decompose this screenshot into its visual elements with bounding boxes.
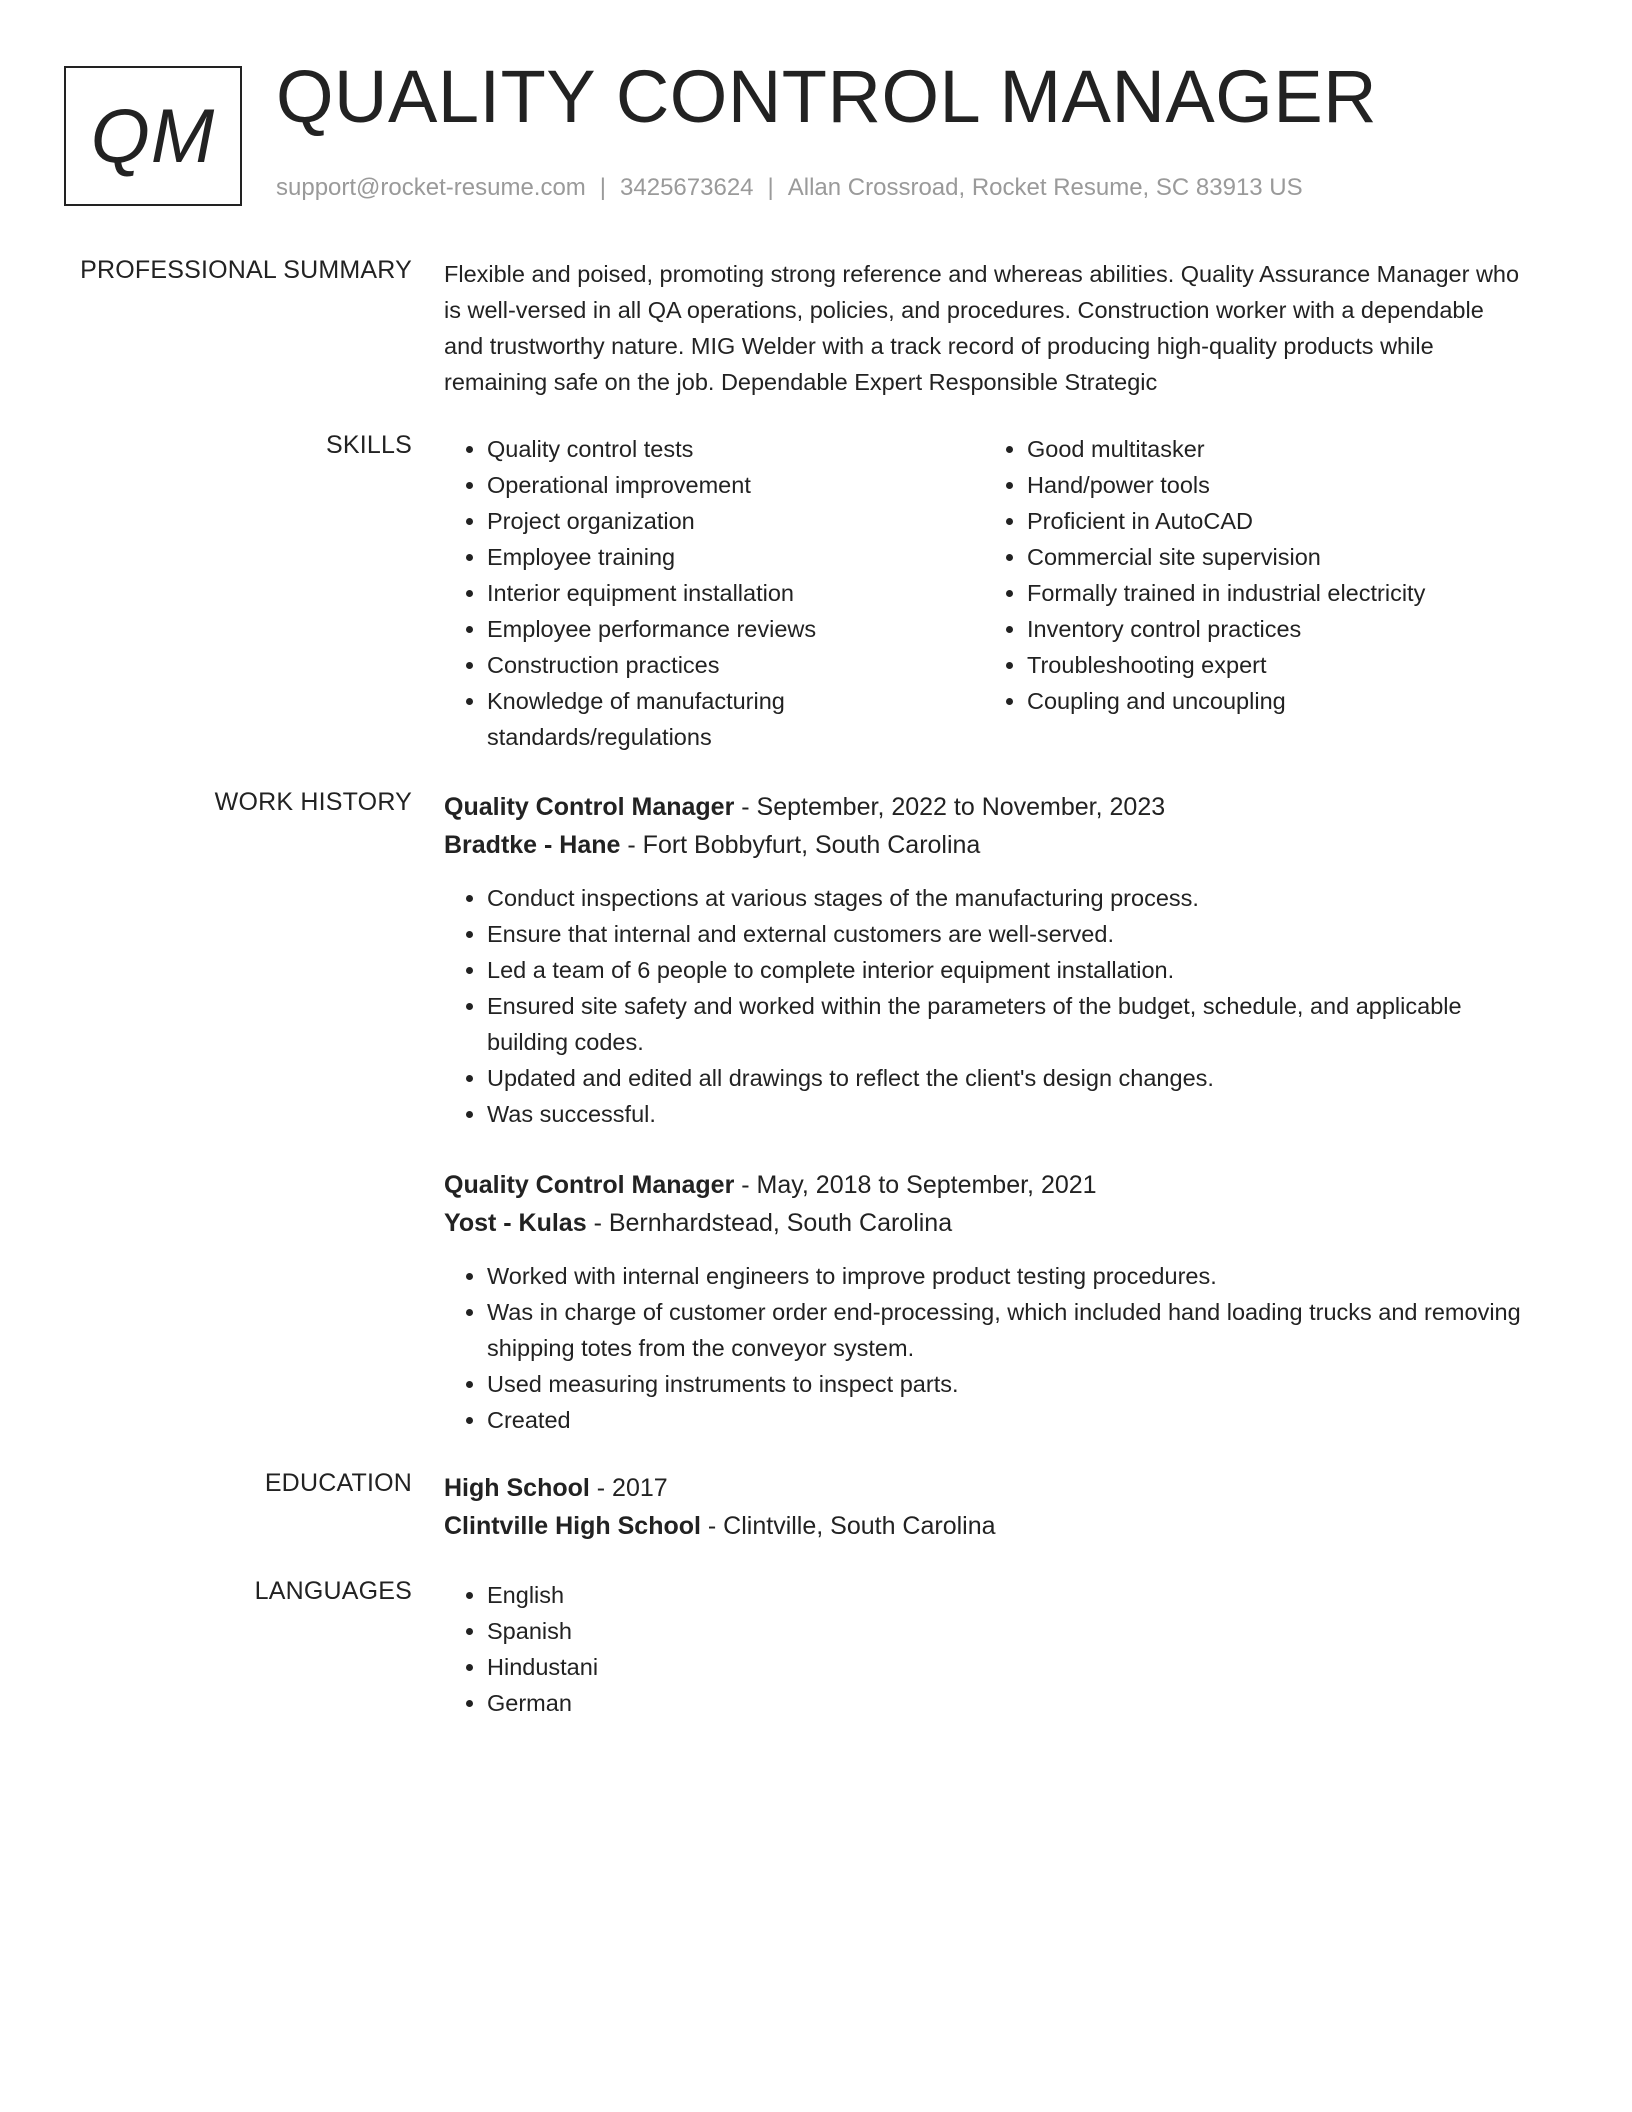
job-company-line xyxy=(444,1204,1524,1242)
work-history-body xyxy=(444,788,1524,1438)
job-title-line xyxy=(444,788,1524,826)
skills-list-left xyxy=(444,431,984,755)
job-bullet: • Led a team of 6 people to complete interior equipment installation. xyxy=(487,952,1524,988)
summary-body xyxy=(444,256,1524,400)
skill-item: • Employee performance reviews xyxy=(487,611,984,647)
job-entry xyxy=(444,788,1524,1132)
education-school-line xyxy=(444,1507,1524,1545)
skill-item: • Construction practices xyxy=(487,647,984,683)
job-bullet: • Ensure that internal and external customers are well-served. xyxy=(487,916,1524,952)
language-item: • Spanish xyxy=(487,1613,1524,1649)
skill-item: • Employee training xyxy=(487,539,984,575)
job-location: - Bernhardstead, South Carolina xyxy=(586,1209,953,1237)
skills-list-right xyxy=(984,431,1524,719)
job-bullet: • Ensured site safety and worked within the parameters of the budget, schedule, and applicable building codes. xyxy=(487,988,1524,1060)
job-title: Quality Control Manager xyxy=(444,1171,735,1199)
section-heading-work-history: WORK HISTORY xyxy=(214,788,412,816)
skill-item: • Operational improvement xyxy=(487,467,984,503)
contact-email[interactable]: support@rocket-resume.com xyxy=(276,174,586,201)
section-heading-summary: PROFESSIONAL SUMMARY xyxy=(80,256,412,284)
job-bullet: • Updated and edited all drawings to reflect the client's design changes. xyxy=(487,1060,1524,1096)
skill-item: • Hand/power tools xyxy=(1027,467,1524,503)
skill-item: • Formally trained in industrial electricity xyxy=(1027,575,1524,611)
job-bullet-list xyxy=(444,880,1524,1132)
job-bullet: • Created xyxy=(487,1402,1524,1438)
section-heading-languages: LANGUAGES xyxy=(254,1577,412,1605)
job-bullet-list xyxy=(444,1258,1524,1438)
job-dates: - May, 2018 to September, 2021 xyxy=(734,1171,1097,1199)
skill-item: • Commercial site supervision xyxy=(1027,539,1524,575)
skill-item: • Troubleshooting expert xyxy=(1027,647,1524,683)
skill-item: • Project organization xyxy=(487,503,984,539)
skill-item: • Good multitasker xyxy=(1027,431,1524,467)
language-item: • Hindustani xyxy=(487,1649,1524,1685)
skill-item: • Quality control tests xyxy=(487,431,984,467)
job-company-line xyxy=(444,826,1524,864)
job-company: Bradtke - Hane xyxy=(444,831,621,859)
monogram-logo: QM xyxy=(64,66,242,206)
language-item: • German xyxy=(487,1685,1524,1721)
education-degree: High School xyxy=(444,1474,590,1502)
job-dates: - September, 2022 to November, 2023 xyxy=(734,793,1166,821)
skill-item: • Inventory control practices xyxy=(1027,611,1524,647)
job-title: Quality Control Manager xyxy=(444,793,735,821)
contact-address: Allan Crossroad, Rocket Resume, SC 83913 US xyxy=(787,174,1303,201)
job-company: Yost - Kulas xyxy=(444,1209,587,1237)
job-bullet: • Used measuring instruments to inspect parts. xyxy=(487,1366,1524,1402)
section-heading-skills: SKILLS xyxy=(326,431,412,459)
skill-item: • Coupling and uncoupling xyxy=(1027,683,1524,719)
contact-phone[interactable]: 3425673624 xyxy=(620,174,754,201)
job-bullet: • Was in charge of customer order end-processing, which included hand loading trucks and removing shipping totes from the conveyor system. xyxy=(487,1294,1524,1366)
summary-text: Flexible and poised, promoting strong reference and whereas abilities. Quality Assurance Manager who is well-versed in all QA operations, policies, and procedures. Construction worker with a dependable and trustworthy nature. MIG Welder with a track record of producing high-quality products while remaining safe on the job. Dependable Expert Responsible Strategic xyxy=(444,261,1520,395)
education-location: - Clintville, South Carolina xyxy=(700,1512,996,1540)
contact-separator: | xyxy=(767,174,774,201)
skills-body xyxy=(444,431,1524,755)
skills-columns xyxy=(444,431,1524,755)
education-year: - 2017 xyxy=(589,1474,668,1502)
job-entry xyxy=(444,1166,1524,1438)
skill-item: • Interior equipment installation xyxy=(487,575,984,611)
job-bullet: • Was successful. xyxy=(487,1096,1524,1132)
contact-line xyxy=(276,174,1303,202)
language-item: • English xyxy=(487,1577,1524,1613)
education-school: Clintville High School xyxy=(444,1512,701,1540)
job-bullet: • Worked with internal engineers to improve product testing procedures. xyxy=(487,1258,1524,1294)
skills-column-right xyxy=(984,431,1524,755)
page-title: QUALITY CONTROL MANAGER xyxy=(276,55,1378,138)
section-heading-education: EDUCATION xyxy=(264,1469,412,1497)
skill-item: • Proficient in AutoCAD xyxy=(1027,503,1524,539)
education-degree-line xyxy=(444,1469,1524,1507)
job-title-line xyxy=(444,1166,1524,1204)
contact-separator: | xyxy=(599,174,607,201)
job-bullet: • Conduct inspections at various stages of the manufacturing process. xyxy=(487,880,1524,916)
languages-body xyxy=(444,1577,1524,1721)
languages-list xyxy=(444,1577,1524,1721)
job-location: - Fort Bobbyfurt, South Carolina xyxy=(620,831,981,859)
skills-column-left xyxy=(444,431,984,755)
education-body xyxy=(444,1469,1524,1545)
skill-item: • Knowledge of manufacturing standards/regulations xyxy=(487,683,984,755)
